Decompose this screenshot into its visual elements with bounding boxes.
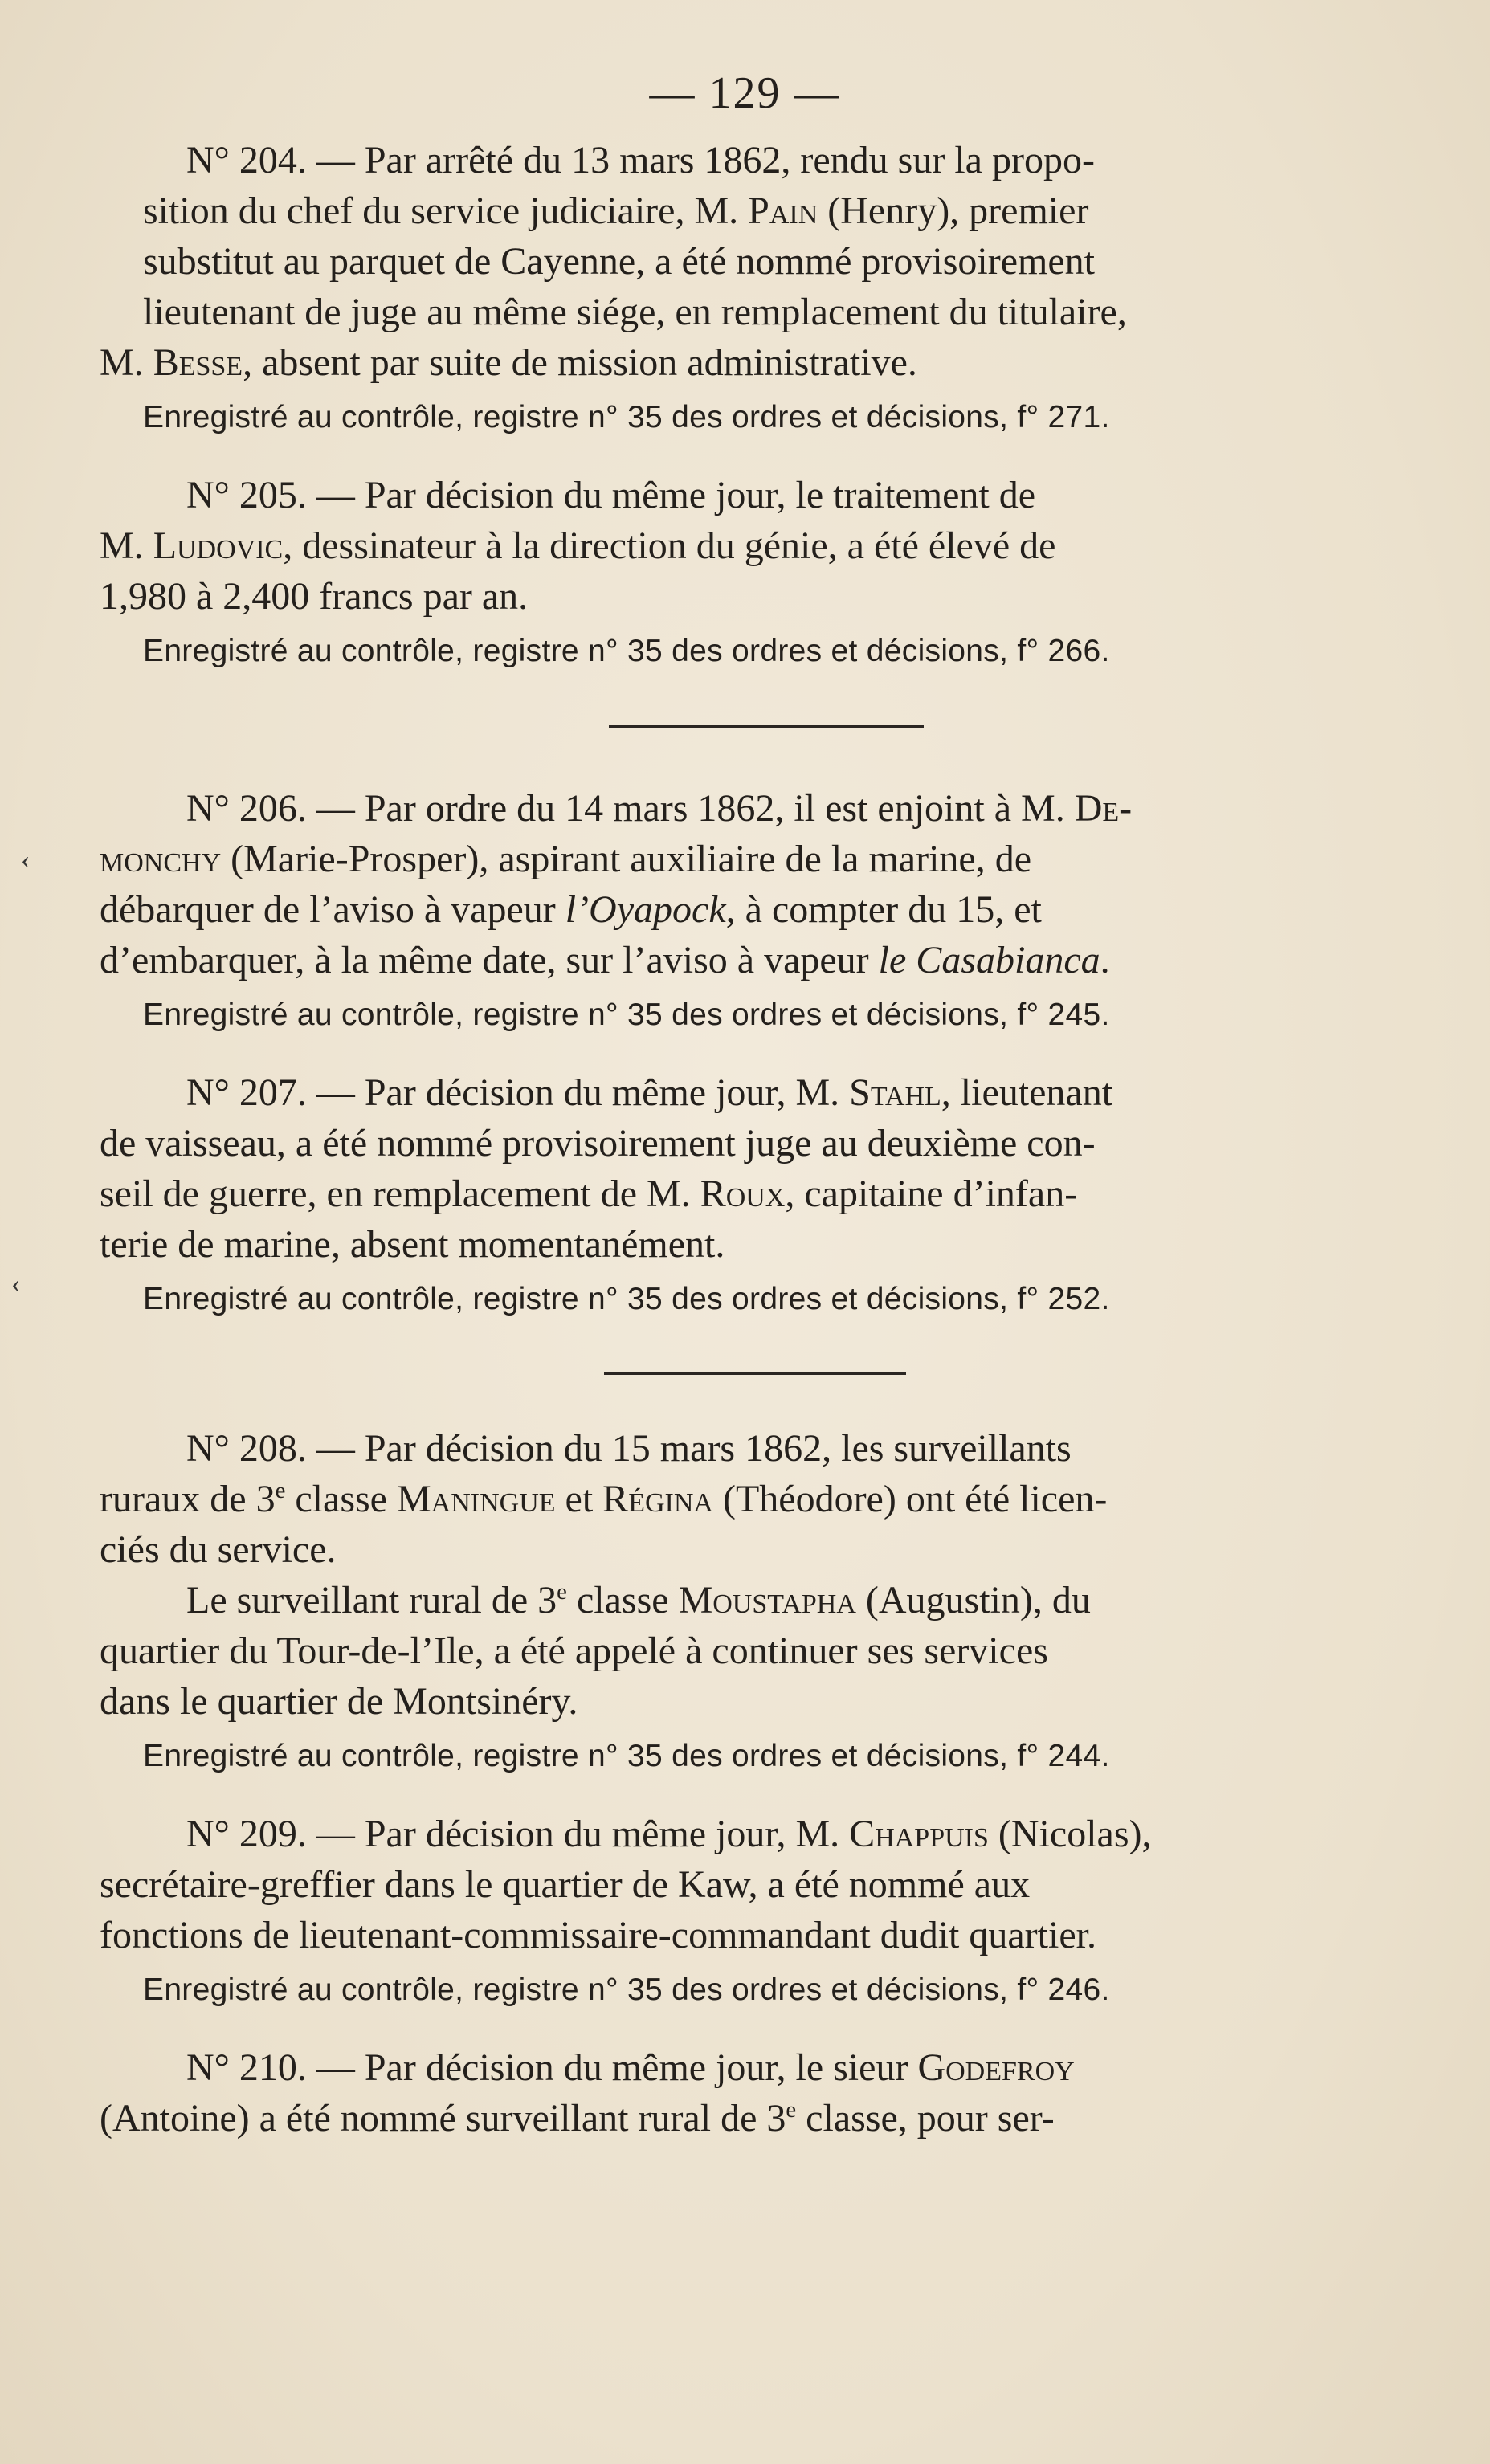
ship-name: le Casabianca [878, 939, 1100, 981]
person-name: Godefroy [917, 2046, 1075, 2089]
entry-number: N° 208. [186, 1427, 307, 1470]
entry-number: N° 204. [186, 139, 307, 182]
entry-number: N° 209. [186, 1813, 307, 1855]
entry-208: N° 208. — Par décision du 15 mars 1862, les surveillants ruraux de 3e classe Maningue et Régina (Théodore) ont été licen- ciés du service. Le surveillant rural de 3e classe Moustapha (Augustin), du quartier du Tour-de-l’Ile, a été appelé à continuer ses services dans le quartier de Montsinéry. Enregistré au contrôle, registre n° 35 des ordres et décisions, f° 244. [143, 1423, 1374, 1777]
person-name: Besse [153, 341, 243, 384]
person-name: Pain [748, 190, 818, 232]
registration-note: Enregistré au contrôle, registre n° 35 des ordres et décisions, f° 266. [143, 634, 1110, 668]
entry-205: N° 205. — Par décision du même jour, le traitement de M. Ludovic, dessinateur à la direction du génie, a été élevé de 1,980 à 2,400 francs par an. Enregistré au contrôle, registre n° 35 des ordres et décisions, f° 266. [143, 470, 1374, 671]
entry-210: N° 210. — Par décision du même jour, le sieur Godefroy (Antoine) a été nommé surveillant rural de 3e classe, pour ser- [100, 2046, 1075, 2140]
entry-206: N° 206. — Par ordre du 14 mars 1862, il est enjoint à M. De- monchy (Marie-Prosper), aspirant auxiliaire de la marine, de débarquer de l’aviso à vapeur l’Oyapock, à compter du 15, et d’embarquer, à la même date, sur l’aviso à vapeur le Casabianca. Enregistré au contrôle, registre n° 35 des ordres et décisions, f° 245. [143, 783, 1374, 1035]
entry-number: N° 206. [186, 787, 307, 830]
person-name: Chappuis [849, 1813, 989, 1855]
person-name: Moustapha [678, 1579, 856, 1622]
person-name: monchy [100, 838, 222, 880]
registration-note: Enregistré au contrôle, registre n° 35 des ordres et décisions, f° 244. [143, 1739, 1110, 1773]
registration-note: Enregistré au contrôle, registre n° 35 des ordres et décisions, f° 271. [143, 400, 1110, 434]
section-divider [609, 725, 924, 728]
text-column [100, 135, 1374, 671]
margin-mark: ‹ [11, 1269, 21, 1299]
registration-note: Enregistré au contrôle, registre n° 35 des ordres et décisions, f° 252. [143, 1282, 1110, 1316]
registration-note: Enregistré au contrôle, registre n° 35 des ordres et décisions, f° 245. [143, 997, 1110, 1032]
entry-number: N° 205. [186, 474, 307, 516]
registration-note: Enregistré au contrôle, registre n° 35 des ordres et décisions, f° 246. [143, 1972, 1110, 2007]
entry-number: N° 207. [186, 1071, 307, 1114]
person-name: Ludovic [153, 524, 284, 567]
entry-209: N° 209. — Par décision du même jour, M. Chappuis (Nicolas), secrétaire-greffier dans le quartier de Kaw, a été nommé aux fonctions de lieutenant-commissaire-commandant dudit quartier. Enregistré au contrôle, registre n° 35 des ordres et décisions, f° 246. [143, 1809, 1374, 2010]
entry-number: N° 210. [186, 2046, 307, 2089]
entry-207: N° 207. — Par décision du même jour, M. Stahl, lieutenant de vaisseau, a été nommé provisoirement juge au deuxième con- seil de guerre, en remplacement de M. Roux, capitaine d’infan- terie de marine, absent momentanément. Enregistré au contrôle, registre n° 35 des ordres et décisions, f° 252. [143, 1067, 1374, 1320]
entry-204: N° 204. — Par arrêté du 13 mars 1862, rendu sur la propo- sition du chef du service judiciaire, M. Pain (Henry), premier substitut au parquet de Cayenne, a été nommé provisoirement lieutenant de juge au même siége, en remplacement du titulaire, M. Besse, absent par suite de mission administrative. Enregistré au contrôle, registre n° 35 des ordres et décisions, f° 271. [143, 135, 1374, 438]
person-name: Maningue [396, 1478, 556, 1520]
person-name: Roux [700, 1173, 786, 1215]
text-column [100, 1423, 1374, 2144]
page-number: — 129 — [649, 68, 841, 118]
text-column [100, 783, 1374, 1320]
ship-name: l’Oyapock [565, 888, 726, 931]
person-name: De- [1074, 787, 1133, 830]
person-name: Régina [602, 1478, 713, 1520]
margin-mark: ‹ [21, 845, 31, 875]
section-divider [604, 1372, 906, 1375]
person-name: Stahl [849, 1071, 941, 1114]
